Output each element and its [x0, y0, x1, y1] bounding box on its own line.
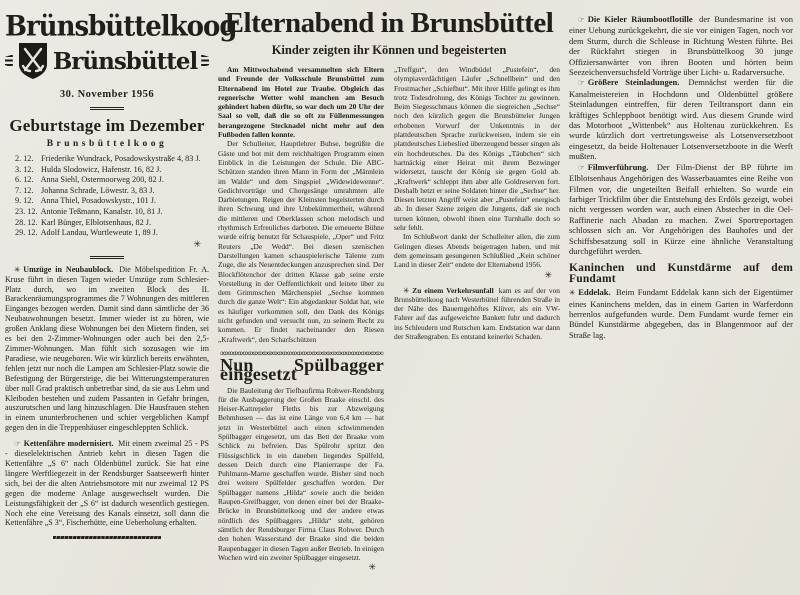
article-body: Beim Fundamt Eddelak kann sich der Eigentümer eines Kaninchens melden, das in einem Garten in Warferdonn herrenlos aufgefunden wurde. Dem Fundamt wurde ferner ein Bündel Kunstdärme abgegeben, das in Blangenmoor auf der Straße lag. [569, 287, 794, 340]
anchor-crest-icon [17, 42, 49, 80]
birthday-entry [5, 207, 209, 218]
star-ornament: ✳ [368, 562, 376, 573]
article-lead: Filmverführung. [587, 161, 649, 172]
chain-ornament: ∞∞∞∞∞∞∞∞∞∞∞∞∞∞∞∞∞∞∞∞∞∞∞∞∞∞∞∞∞∞∞∞∞ [219, 347, 383, 358]
spuelbagger-body: Die Bauleitung der Tiefbaufirma Rohwer-Rendsburg für die Ausbaggerung der Großen Braake einschl. des Heiser-Kattrepeler Fleths bis zur Abzweigung Behmhusen — das ist eine Länge von 6,4 km — hat jetzt in Westerbüttel auch einen schwimmenden Spülbagger eingesetzt, um das Bett der Braake vom Schlick zu befreien. Das Spülrohr spritzt den Flüssigschlick in ein daneben liegendes Spülfeld, dessen Deich durch eine Planierraupe der Fa. Puhlmann-Marne geschaffen wurde. Bisher sind noch drei weitere Spülfelder geschaffen worden. Der Spülbagger namens „Hilda“ sowie auch die beiden Raupen-Greifbagger, von denen einer bei der Braake-Brücke in Brunsbüttelkoog und der andere etwas nördlich des Spülbaggers „Hilda“ steht, gehören sämtlich der Rendsburger Firma Claus Rohwer. Durch den hohen Wasserstand der Braake sind die beiden Raupenbagger in diesen Tagen außer Betrieb. In einigen Wochen wird ein zweiter Spülbagger eingesetzt. [218, 385, 384, 562]
birthday-text: Karl Bünger, Elblotsenhaus, 82 J. [41, 217, 152, 227]
birthday-date: 7. 12. [15, 185, 34, 195]
left-articles [5, 265, 209, 540]
article-umzuege [5, 265, 209, 433]
article-column-b [394, 65, 560, 572]
article-lead: Zu einem Verkehrsunfall [412, 285, 494, 295]
article-lead: Umzüge in Neubaublock. [23, 264, 114, 274]
birthday-date: 28. 12. [15, 217, 38, 227]
birthday-entry [5, 175, 209, 186]
article-body: Der Film-Dienst der BP führte im Elblotsenhaus Angehörigen des Wasserbauamtes eine Reihe von Filmen vor, die ungeteilten Beifall erhielten. So wurde ein farbiger Trickfilm über die Entstehung des Erdöls gezeigt, wobei nicht vergessen worden war, auch einen Abstecher in die Oel-Raffinerie nach Abadan zu machen. Zwei Sportreportagen schlossen sich an. Vor Angehörigen des Bauhofes und der Schiffsbesatzung soll in Kürze eine ähnliche Veranstaltung durchgeführt werden. [569, 161, 794, 256]
article-flotille [569, 14, 793, 77]
birthday-text: Antonie Teßmann, Kanalstr. 10, 81 J. [40, 206, 163, 216]
birthday-date: 2. 12. [15, 154, 34, 163]
star-ornament: ✳ [544, 269, 552, 280]
birthday-date: 9. 12. [15, 196, 34, 206]
birthday-date: 6. 12. [15, 175, 34, 185]
birthdays-title: Geburtstage im Dezember [9, 116, 205, 135]
main-subhead: Kinder zeigten ihr Können und begeisterten [271, 43, 507, 57]
star-ornament: ✳ [193, 238, 201, 249]
fundamt-headline: Kaninchen und Kunstdärme auf dem Fundamt [569, 262, 793, 285]
birthday-date: 29. 12. [15, 228, 38, 238]
birthday-text: Adolf Landau, Wurtleweute 1, 89 J. [40, 228, 158, 238]
center-column [218, 6, 560, 591]
article-filmverfuehrung [569, 162, 793, 257]
squiggle-divider [53, 536, 161, 539]
hand-marker-icon: ☞ [578, 162, 585, 172]
article-body: der Bundesmarine ist von einer Uebung zurückgekehrt, die sie vor einigen Tagen, noch vor dem Sturm, durch die Schleuse in Richtung Westen führte. Bei der Rückfahrt stiegen in Brunsbüttelkoog 30 junge Offiziersanwärter von ihren Booten und hörten beim Seezeichenversuchsfeld Vorträge über Licht- u. Radarversuche. [569, 14, 794, 78]
birthday-text: Anna Thiel, Posadowskystr., 101 J. [40, 196, 156, 206]
birthdays-list [5, 154, 209, 239]
birthdays-section [5, 116, 209, 259]
masthead-wing-left-ornament [5, 55, 13, 68]
article-lead: Eddelak. [578, 287, 611, 298]
main-headline: Elternabend in Brunsbüttel [224, 7, 554, 39]
spuelbagger-headline: Nun Spülbagger eingesetzt [220, 354, 384, 385]
birthday-date: 3. 12. [15, 164, 34, 174]
divider-rule [90, 256, 124, 259]
hand-marker-icon: ☞ [578, 15, 585, 24]
hand-marker-icon: ☞ [578, 78, 585, 88]
masthead [5, 6, 237, 110]
birthday-entry [5, 186, 209, 197]
star-marker-icon: ✳ [14, 264, 21, 274]
birthday-entry [5, 154, 209, 165]
article-body: Demnächst werden für die Kanalmeistereien in Hochdonn und Oldenbüttel größere Steinladungen eintreffen, für deren Teiltransport dann ein kräftiges Schleppboot benötigt wird. Aus diesem Grunde wird das Motorboot „Wittenbek“ aus Holtenau zurückkehren. Es wurde kürzlich dort vertretungsweise als Lotsenversetzboot eingesetzt, da beide Holtenauer Lotsenversetzboote in die Werft mußten. [569, 77, 793, 162]
article-eddelak [569, 287, 793, 340]
masthead-wing-right-ornament [201, 55, 209, 68]
birthdays-subtitle: Brunsbüttelkoog [46, 139, 168, 149]
masthead-title-line2: Brünsbüttel [52, 47, 198, 75]
article-closing: Im Schlußwort dankt der Schulleiter allen, die zum Gelingen dieses Abends beigetragen haben, und mit dem gemeinsam gesungenen Schlußlied „Kein schöner Land in dieser Zeit“ endete der Elternabend 1956. [394, 232, 560, 270]
right-column [569, 6, 793, 591]
divider-rule [90, 107, 124, 110]
birthday-date: 23. 12. [15, 206, 38, 216]
left-column [5, 6, 237, 591]
birthday-entry [5, 196, 209, 207]
article-kettenfaehre [5, 439, 209, 528]
article-intro: Am Mittwochabend versammelten sich Eltern und Freunde der Volksschule Brunsbüttel zum Elternabend im Hotel zur Traube. Obgleich das regnerische Wetter wohl manchen am Besuch gehindert haben dürfte, so war doch um 20 Uhr der Saal so voll, daß die so oft zu Füllenmessungen herangezogene Stecknadel nicht mehr auf den Fußboden fallen konnte. [218, 65, 384, 140]
birthday-text: Anna Siehl, Ostermoorweg 200, 82 J. [40, 175, 164, 185]
article-steinladungen [569, 77, 793, 161]
birthday-entry [5, 218, 209, 229]
article-column-a [218, 65, 384, 572]
article-body-continued: „Treffgut“, den Windbüdel „Pustefein“, den olympiaverdächtigen Läufer „Schnellbein“ und den Frostmacher „Schiefhut“. Mit ihrer Hilfe gelingt es ihm trotz Todesdrohung, des Königs Tochter zu gewinnen. Beim Siegesschmaus können die siegreichen „Sechse“ noch den kürzlich gegen die Brunsbütteler Jungen erhobenen Vorwurf der Unkenntnis in der plattdeutschen Sprache zurückweisen, indem sie ein plattdeutsches Liebeslied überzeugend besser singen als ein hochdeutsches. Da des Königs „Täubchen“ sich hartnäckig einer Heirat mit ihrem Bezwinger widersetzt, tauscht der König sie gegen Gold ab. „Kraftwerk“ schleppt ihm aber alle Goldreserven fort. Deshalb hetzt er seine Soldaten hinter die „Sechse“ her. Diesen letzten Angriff weist aber „Pustefein“ energisch ab. In dieser Szene zeigen die Jungens, daß sie noch turnen können, obwohl ihnen eine Turnhalle doch so sehr fehlt. [394, 65, 560, 233]
star-marker-icon: ✳ [569, 288, 576, 298]
article-body: kam es auf der von Brunsbüttelkoog nach Westerbüttel führenden Straße in der Nähe des Bauerngehöftes Klüver, als ein VW-Fahrer auf das aufgeweichte Bankett fuhr und dadurch ins Schleudern und Rutschen kam. Endstation war dann der Straßengraben. Es entstand keinerlei Schaden. [394, 285, 561, 342]
hand-marker-icon: ☞ [14, 439, 21, 449]
birthday-text: Friederike Wundrack, Posadowskystraße 4, 83 J. [41, 154, 201, 163]
article-lead: Größere Steinladungen. [587, 77, 680, 88]
birthday-entry [5, 165, 209, 176]
article-body: Der Schulleiter, Hauptlehrer Buhse, begrüßte die Gäste und bot mit dem reichhaltigen Programm einen Einblick in die Leistungen der Schule. Die ABC-Schützen standen ihren Mann in Form der „Männlein im Walde“ und dem Singspiel „Widewidewenne“. Gedichtvorträge und Chorgesänge umrahmten alle Darbietungen. Reigen der Kleinsten begeisterten durch ihren Schwung und ihre Unbekümmertheit, während die mittleren und Oberklassen schon melodisch und rhythmisch Erfreuliches darboten. Die erneuerte Bühne wurde eifrig benutzt für Schauspiele, „Oper“ und Fritz Reuters „De Wedd“. Bei diesen szenischen Darstellungen kamen schauspielerische Talente zum Zuge, die als Neuentdeckungen anzusprechen sind. Der Blockflötenchor der dritten Klasse gab seine erste Vorstellung in der Oeffentlichkeit und leitete über zu dem Grimmschen Märchenspiel „Sechse kommen durch die ganze Welt“: Ein abgedankter Soldat hat, wie es häufiger vorkommen soll, den Dank des Königs nicht gefunden und versucht nun, zu seinem Recht zu kommen. Er findet nacheinander den Riesen „Kraftwerk“, den Scharfschützen [218, 139, 384, 344]
article-body: Mit einem zweimal 25 - PS - dieselelektrischen Antrieb kehrt in diesen Tagen die Kettenfähre „S 6“ nach Oldenbüttel zurück. Sie hat eine längere Werftliegezeit in der Rendsburger Saatseewerft hinter sich, bei der die alten Antriebsmotore mit nur zweimal 12 PS gegen die moderne Anlage ausgewechselt wurden. Die Leistungsfähigkeit der „S 6“ ist dadurch wesentlich gestiegen. Noch ehe eine Vereisung des Kanals einsetzt, soll dann die Kettenfähre „S 3“, Fischerhütte, eine Ueberholung erhalten. [5, 439, 209, 528]
star-marker-icon: ✳ [403, 285, 410, 295]
article-body: Die Möbelspedition Fr. A. Kruse führt in diesen Tagen wieder Umzüge zum Schlesier-Platz durch, wo im zweiten Block des II. Barackenräumungsprogrammes die 7 Wohnungen des mittleren Einganges bezogen werden. Damit sind dann sämtliche der 36 Neubauwohnungen besetzt. Immer wieder ist zu hören, wie großen Anklang diese Wohnungen bei den Mietern finden, sei es bei den 2-Zimmer-Wohnungen oder auch bei den 2,5-Zimmer-Wohnungen. Man fühlt sich sozusagen wie im Paradiese, wie neugeboren. Wie wir kürzlich bereits erwähnten, fehlen jetzt nur noch die Lampen am Schlesier-Platz sowie die Befestigung der Bürgersteige, die bei Witterungstemperaturen über null Grad praktisch unbetretbar sind, da sie aus Lehm und Kleiboden bestehen und zudem Passanten in Gefahr bringen, auszurutschen und lang hinzuschlagen. Die Hausfrauen stehen in einem ununterbrochenen und schier vergeblichen Kampf gegen den in die Treppenhäuser eingeschleppten Schlick. [5, 264, 209, 433]
masthead-title-line1: Brünsbüttelkoog [5, 10, 237, 44]
article-verkehrsunfall [394, 286, 560, 342]
article-lead: Kettenfähre modernisiert. [23, 439, 114, 449]
birthday-text: Johanna Schrade, Löwestr. 3, 83 J. [41, 185, 155, 195]
article-lead: Die Kieler Räumbootflotille [587, 14, 693, 24]
birthday-entry [5, 228, 209, 239]
issue-date: 30. November 1956 [59, 89, 155, 100]
birthday-text: Hulda Slodowicz, Hafenstr. 16, 82 J. [41, 164, 162, 174]
